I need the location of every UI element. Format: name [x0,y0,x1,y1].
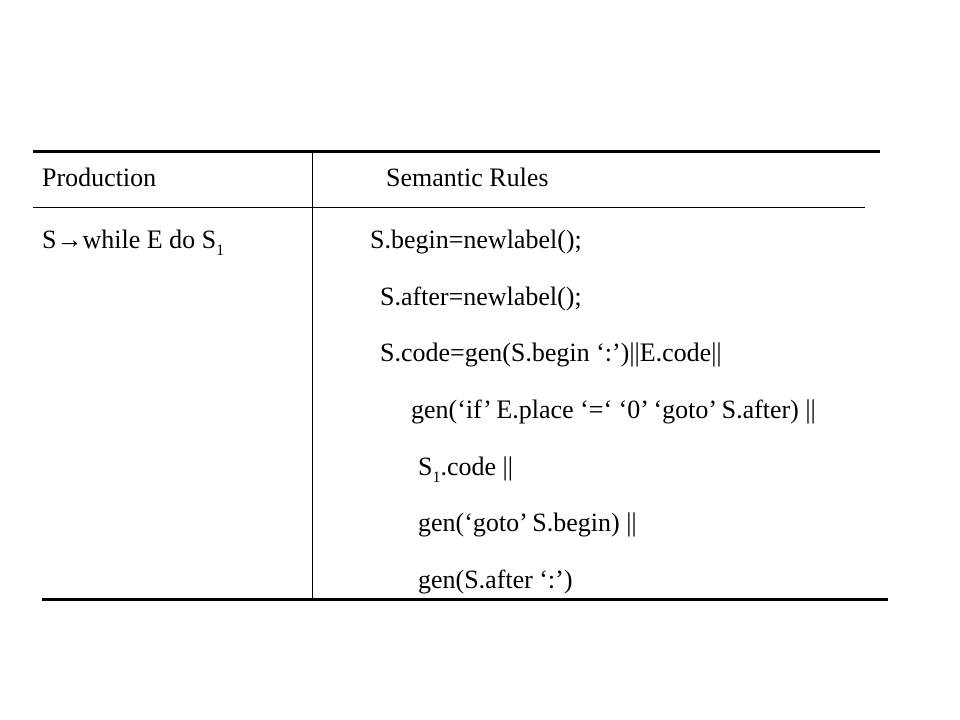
rule-line-6: gen(‘goto’ S.begin) || [418,508,637,537]
rule-line-3: S.code=gen(S.begin ‘:’)||E.code|| [380,338,722,367]
rule-line-5-rest: .code || [440,452,513,481]
table-header-rule [33,207,865,208]
column-divider [312,152,313,599]
rule-line-5-main: S [418,452,433,481]
production-rhs: while E do S [82,225,217,254]
rule-line-5 [418,452,513,486]
table-top-rule [33,150,880,153]
rule-line-5-subscript: 1 [432,469,441,486]
header-production: Production [42,163,157,192]
rule-line-4: gen(‘if’ E.place ‘=‘ ‘0’ ‘goto’ S.after) || [411,395,816,424]
production-lhs: S [42,225,57,254]
header-semantic-rules: Semantic Rules [386,163,549,192]
rule-line-7: gen(S.after ‘:’) [418,565,573,594]
rule-line-2: S.after=newlabel(); [380,282,582,311]
table-bottom-rule [42,598,888,601]
production-rhs-subscript: 1 [216,242,225,259]
arrow-icon: → [56,225,83,254]
production-rule [42,225,224,259]
rule-line-1: S.begin=newlabel(); [370,225,582,254]
